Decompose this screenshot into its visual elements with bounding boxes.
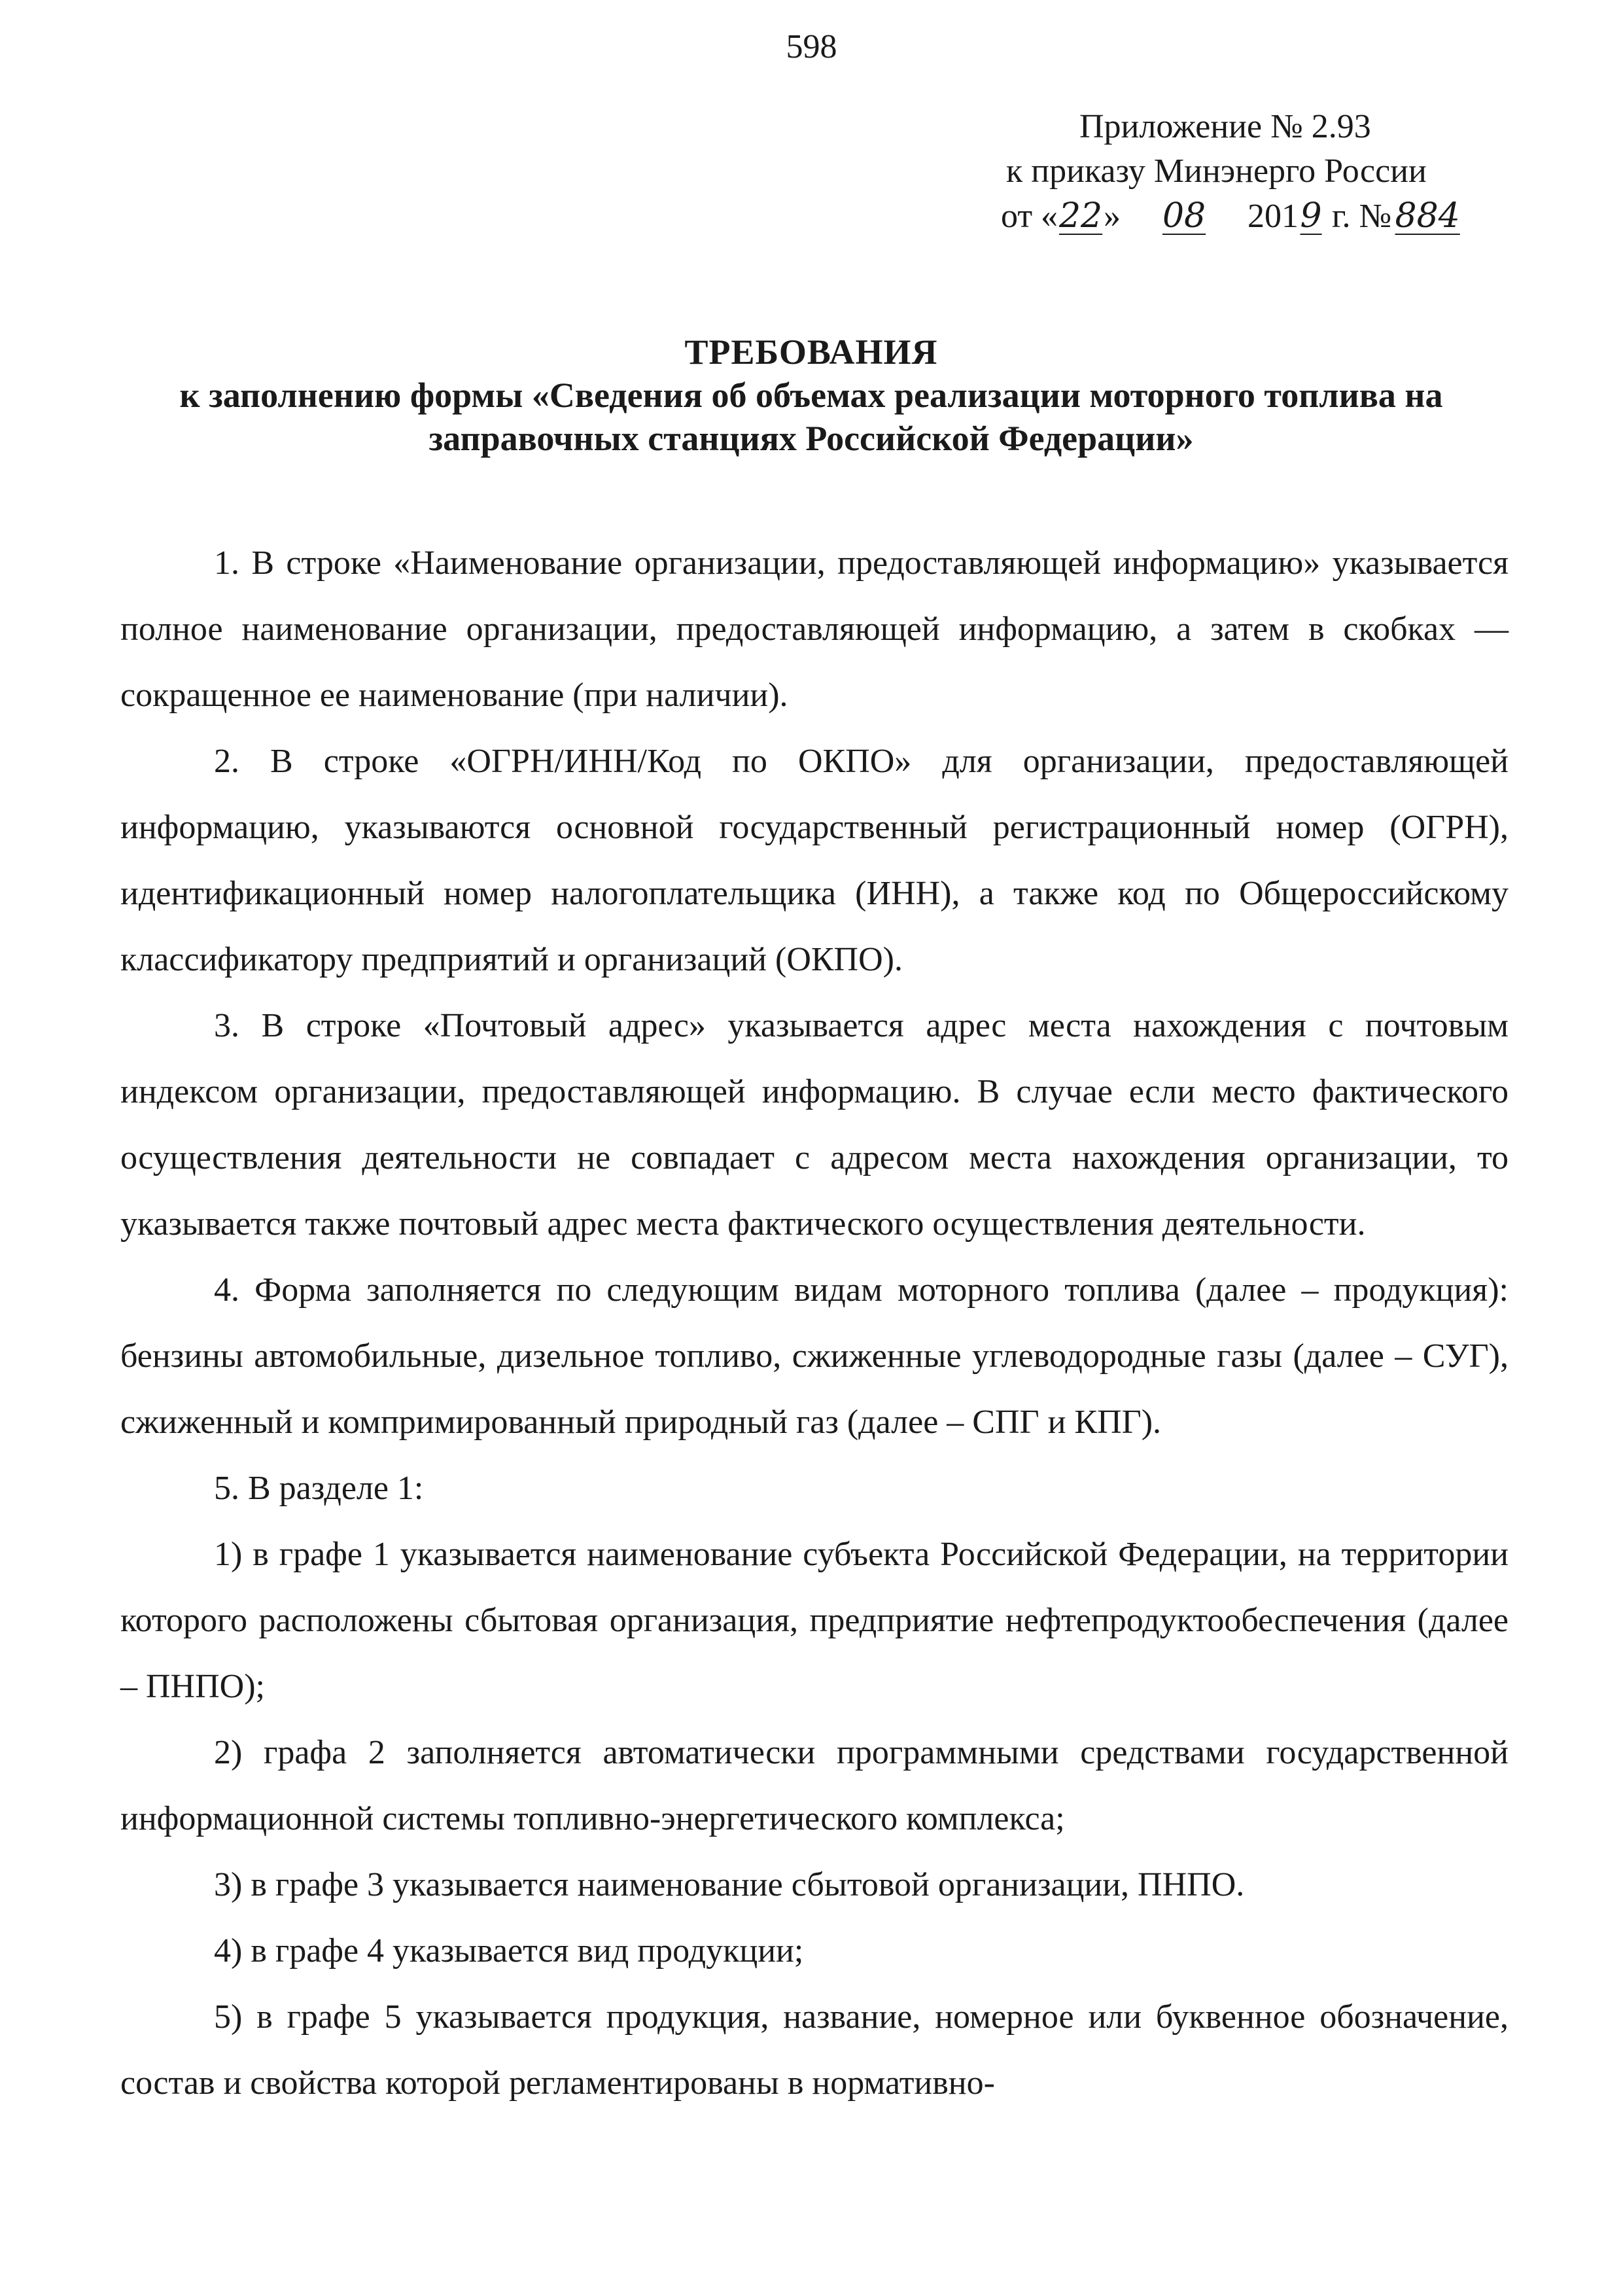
appendix-order-ref: к приказу Минэнерго России [1006,152,1427,190]
paragraph-5-item-4: 4) в графе 4 указывается вид продукции; [214,1932,804,1969]
title-heading: ТРЕБОВАНИЯ [684,332,938,372]
date-year-digit-handwritten: 9 [1300,196,1322,236]
date-mid: » [1104,198,1121,235]
paragraph-3: 3. В строке «Почтовый адрес» указывается адрес места нахождения с почтовым индексом организации, предоставляющей информацию. В случае если место фактического осуществления деятельности не совпадает с адресом места нахождения организации, то указывается также почтовый адрес места фактического осуществления деятельности. [120,1007,1509,1243]
title-subtitle-line2: заправочных станциях Российской Федерации» [428,419,1194,458]
paragraph-5-item-5: 5) в графе 5 указывается продукция, название, номерное или буквенное обозначение, состав и свойства которой регламентированы в нормативно- [120,1998,1509,2102]
paragraph-5-item-3: 3) в графе 3 указывается наименование сбытовой организации, ПНПО. [214,1866,1245,1903]
date-prefix: от « [1001,198,1058,235]
document-title [105,330,1518,460]
date-month-handwritten: 08 [1162,196,1206,236]
appendix-block [994,105,1531,239]
appendix-number: Приложение № 2.93 [1079,108,1371,145]
paragraph-2: 2. В строке «ОГРН/ИНН/Код по ОКПО» для организации, предоставляющей информацию, указываются основной государственный регистрационный номер (ОГРН), идентификационный номер налогоплательщика (ИНН), а также код по Общероссийскому классификатору предприятий и организаций (ОКПО). [120,743,1509,978]
paragraph-1: 1. В строке «Наименование организации, предоставляющей информацию» указывается полное наименование организации, предоставляющей информацию, а затем в скобках — сокращенное ее наименование (при наличии). [120,544,1509,714]
paragraph-5-item-1: 1) в графе 1 указывается наименование субъекта Российской Федерации, на территории которого расположены сбытовая организация, предприятие нефтепродуктообеспечения (далее – ПНПО); [120,1536,1509,1705]
date-day-handwritten: 22 [1058,196,1103,236]
order-number-handwritten: 884 [1395,196,1460,236]
paragraph-4: 4. Форма заполняется по следующим видам моторного топлива (далее – продукция): бензины автомобильные, дизельное топливо, сжиженные углеводородные газы (далее – СУГ), сжиженный и компримированный природный газ (далее – СПГ и КПГ). [120,1271,1509,1441]
title-subtitle-line1: к заполнению формы «Сведения об объемах реализации моторного топлива на [179,376,1443,415]
date-year-suffix: г. № [1323,198,1392,235]
page-number: 598 [786,28,837,65]
document-body [120,530,1509,2116]
paragraph-5-item-2: 2) графа 2 заполняется автоматически программными средствами государственной информационной системы топливно-энергетического комплекса; [120,1734,1509,1837]
date-year-prefix: 201 [1248,198,1299,235]
appendix-date-line [994,194,1531,239]
paragraph-5: 5. В разделе 1: [214,1470,424,1507]
